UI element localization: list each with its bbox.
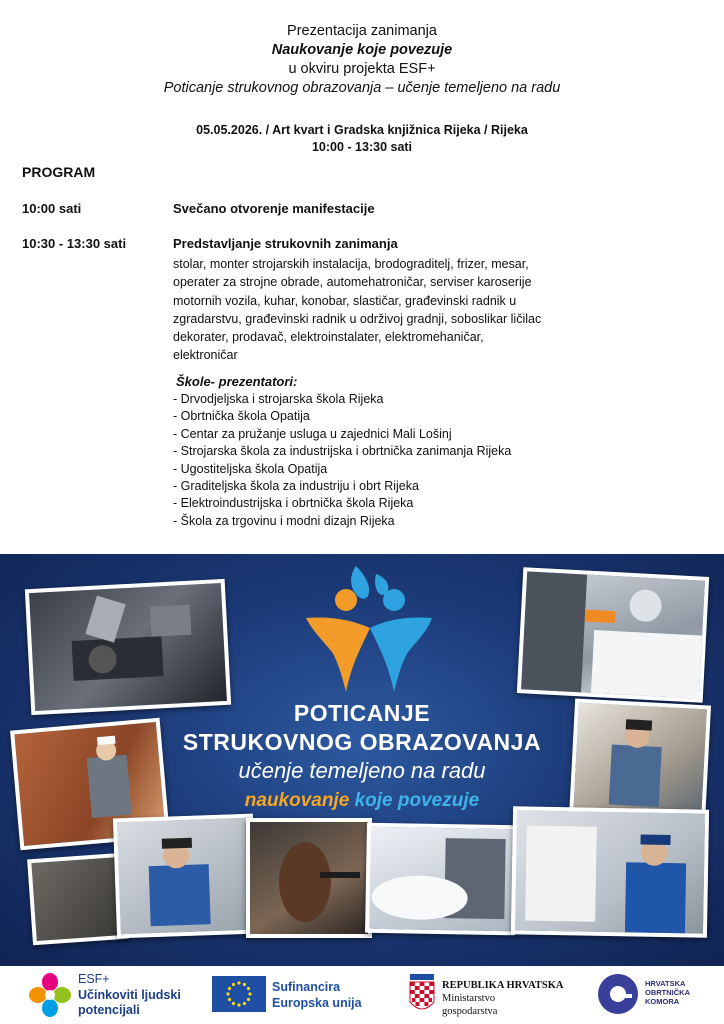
schools-title: Škole- prezentatori: <box>176 374 298 389</box>
esf-label-2: potencijali <box>78 1003 140 1017</box>
header-line-1: Prezentacija zanimanja <box>287 23 437 39</box>
event-hours: 10:00 - 13:30 sati <box>311 140 413 154</box>
program-time-2: 10:30 - 13:30 sati <box>22 236 127 251</box>
rh-label-1: REPUBLIKA HRVATSKA <box>442 980 564 991</box>
photo-installer <box>511 806 709 937</box>
esf-label-1: Učinkoviti ljudski <box>78 988 181 1002</box>
croatia-coat-of-arms-icon <box>408 974 436 1014</box>
school-item: - Elektroindustrijska i obrtnička škola Rijeka <box>173 496 414 511</box>
program-item-1: Svečano otvorenje manifestacije <box>173 201 375 216</box>
eu-flag-icon <box>212 976 266 1012</box>
occupations-line: elektroničar <box>173 348 238 363</box>
promo-banner <box>0 554 724 966</box>
hok-label-3: KOMORA <box>645 997 680 1006</box>
occupations-line: motornih vozila, kuhar, konobar, slastičar, građevinski radnik u <box>173 293 517 308</box>
footer-logos <box>0 966 724 1024</box>
photo-welder <box>27 853 129 945</box>
school-item: - Ugostiteljska škola Opatija <box>173 461 328 476</box>
banner-title-line-1: POTICANJE <box>293 700 431 726</box>
occupations-line: operater za strojne obrade, automehatroničar, serviser karoserije <box>173 275 532 290</box>
school-item: - Graditeljska škola za industriju i obrt Rijeka <box>173 479 419 494</box>
tagline-blue: koje povezuje <box>354 790 480 811</box>
photo-car-body <box>365 823 517 936</box>
header-line-2: Naukovanje koje povezuje <box>271 42 453 58</box>
plumber-illustration <box>117 818 253 935</box>
car-body-illustration <box>369 827 513 931</box>
school-item: - Centar za pružanje usluga u zajednici Mali Lošinj <box>173 426 452 441</box>
occupations-line: stolar, monter strojarskih instalacija, brodograditelj, frizer, mesar, <box>173 257 529 271</box>
occupations-line: dekorater, prodavač, elektroinstalater, elektromehaničar, <box>173 330 484 345</box>
occupations-line: zgradarstvu, građevinski radnik u održivoj gradnji, soboslikar ličilac <box>173 311 542 326</box>
esf-flower-icon <box>28 972 72 1018</box>
school-item: - Strojarska škola za industrijska i obrtnička zanimanja Rijeka <box>173 444 512 459</box>
photo-car-painter <box>517 567 709 703</box>
rh-label-2: Ministarstvo <box>442 993 496 1004</box>
event-date-location: 05.05.2026. / Art kvart i Gradska knjižnica Rijeka / Rijeka <box>196 123 528 137</box>
tagline-orange: naukovanje <box>244 790 350 811</box>
occupations-list <box>173 255 593 365</box>
hok-logo-icon <box>596 972 640 1016</box>
esf-small-label: ESF+ <box>78 972 110 986</box>
banner-tagline <box>0 790 724 812</box>
event-date-block <box>0 122 724 156</box>
photo-car-mechanic <box>25 579 231 715</box>
banner-subtitle: učenje temeljeno na radu <box>238 758 486 783</box>
rh-label-3: gospodarstva <box>442 1006 498 1017</box>
photo-hairdresser <box>246 818 372 938</box>
hok-label-1: HRVATSKA <box>645 979 686 988</box>
installer-illustration <box>515 810 705 933</box>
painter-illustration <box>521 571 705 698</box>
event-header <box>0 22 724 98</box>
schools-list <box>173 391 511 530</box>
hok-label-2: OBRTNIČKA <box>645 988 690 997</box>
hairdresser-illustration <box>250 822 368 934</box>
header-line-3: u okviru projekta ESF+ <box>288 61 436 77</box>
header-line-4: Poticanje strukovnog obrazovanja – učenje temeljeno na radu <box>163 80 561 96</box>
photo-plumber <box>113 814 257 939</box>
engine-illustration <box>29 583 227 711</box>
school-item: - Obrtnička škola Opatija <box>173 409 310 424</box>
banner-title-line-2: STRUKOVNOG OBRAZOVANJA <box>182 729 542 755</box>
school-item: - Drvodjeljska i strojarska škola Rijeka <box>173 392 384 406</box>
program-title: PROGRAM <box>22 164 96 180</box>
eu-label-2: Europska unija <box>272 996 362 1010</box>
school-item: - Škola za trgovinu i modni dizajn Rijeka <box>173 513 395 528</box>
eu-label-1: Sufinancira <box>272 980 341 994</box>
program-time-1: 10:00 sati <box>22 201 82 216</box>
dancing-figures-logo-icon <box>302 566 436 694</box>
program-item-2: Predstavljanje strukovnih zanimanja <box>173 236 398 251</box>
